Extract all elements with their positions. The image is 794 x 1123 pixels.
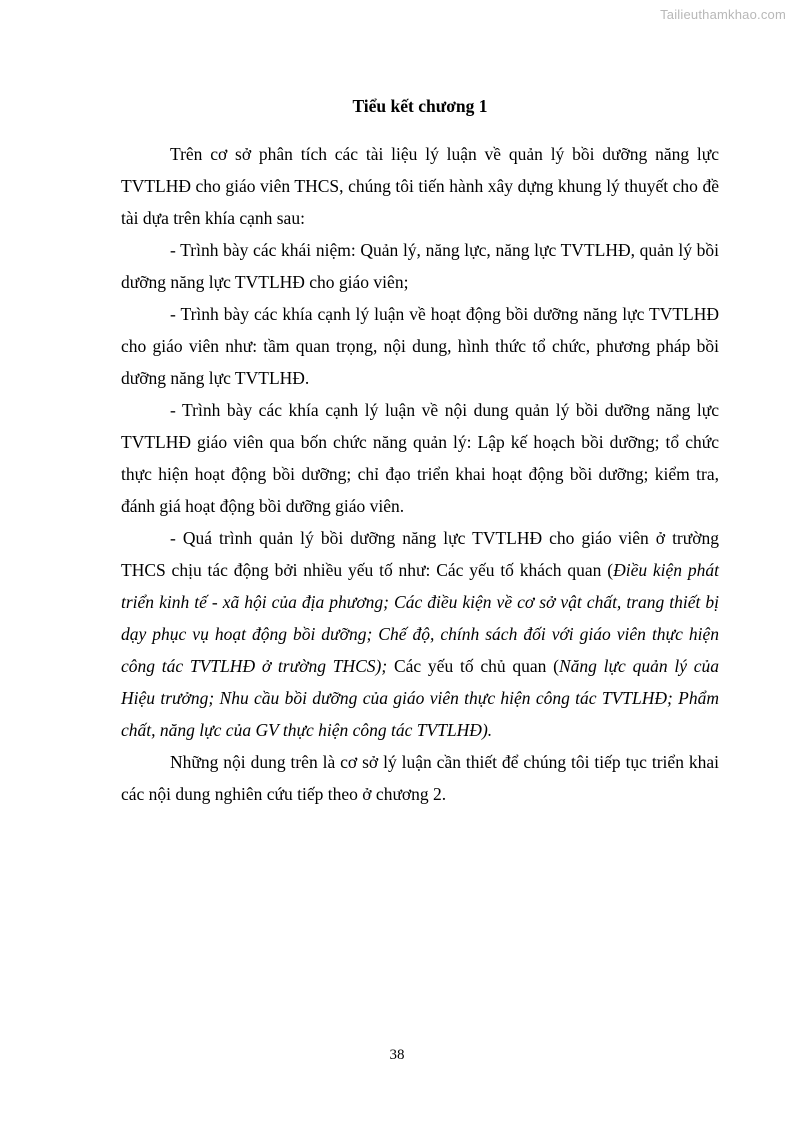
watermark: Tailieuthamkhao.com: [660, 7, 786, 22]
objective-factors-text: Điều kiện phát triển kinh tế - xã hội của địa phương; Các điều kiện về cơ sở vật chất, trang thiết bị dạy phục vụ hoạt động bồi dưỡng; Chế độ, chính sách đối với giáo viên thực hiện công tác TVTLHĐ ở trường THCS);: [121, 560, 719, 676]
subjective-factors-text: Năng lực quản lý của Hiệu trưởng; Nhu cầu bồi dưỡng của giáo viên thực hiện công tác TVTLHĐ; Phẩm chất, năng lực của GV thực hiện công tác TVTLHĐ).: [121, 656, 719, 740]
page-number: 38: [389, 1047, 405, 1063]
paragraph-management-functions: - Trình bày các khía cạnh lý luận về nội dung quản lý bồi dưỡng năng lực TVTLHĐ giáo viên qua bốn chức năng quản lý: Lập kế hoạch bồi dưỡng; tổ chức thực hiện hoạt động bồi dưỡng; chỉ đạo triển khai hoạt động bồi dưỡng; kiểm tra, đánh giá hoạt động bồi dưỡng giáo viên.: [121, 400, 719, 516]
document-body: [121, 92, 719, 810]
paragraph-influencing-factors: [121, 522, 719, 746]
paragraph-training-activities: - Trình bày các khía cạnh lý luận về hoạt động bồi dưỡng năng lực TVTLHĐ cho giáo viên như: tầm quan trọng, nội dung, hình thức tổ chức, phương pháp bồi dưỡng năng lực TVTLHĐ.: [121, 304, 719, 388]
paragraph-conclusion: Những nội dung trên là cơ sở lý luận cần thiết để chúng tôi tiếp tục triển khai các nội dung nghiên cứu tiếp theo ở chương 2.: [121, 752, 719, 804]
factors-lead-text: - Quá trình quản lý bồi dưỡng năng lực TVTLHĐ cho giáo viên ở trường THCS chịu tác động bởi nhiều yếu tố như: Các yếu tố khách quan (: [121, 528, 719, 580]
paragraph-intro: Trên cơ sở phân tích các tài liệu lý luận về quản lý bồi dưỡng năng lực TVTLHĐ cho giáo viên THCS, chúng tôi tiến hành xây dựng khung lý thuyết cho đề tài dựa trên khía cạnh sau:: [121, 144, 719, 228]
factors-middle-text: Các yếu tố chủ quan (: [387, 656, 559, 676]
paragraph-concepts: - Trình bày các khái niệm: Quản lý, năng lực, năng lực TVTLHĐ, quản lý bồi dưỡng năng lực TVTLHĐ cho giáo viên;: [121, 240, 719, 292]
page-title: Tiểu kết chương 1: [352, 96, 488, 116]
